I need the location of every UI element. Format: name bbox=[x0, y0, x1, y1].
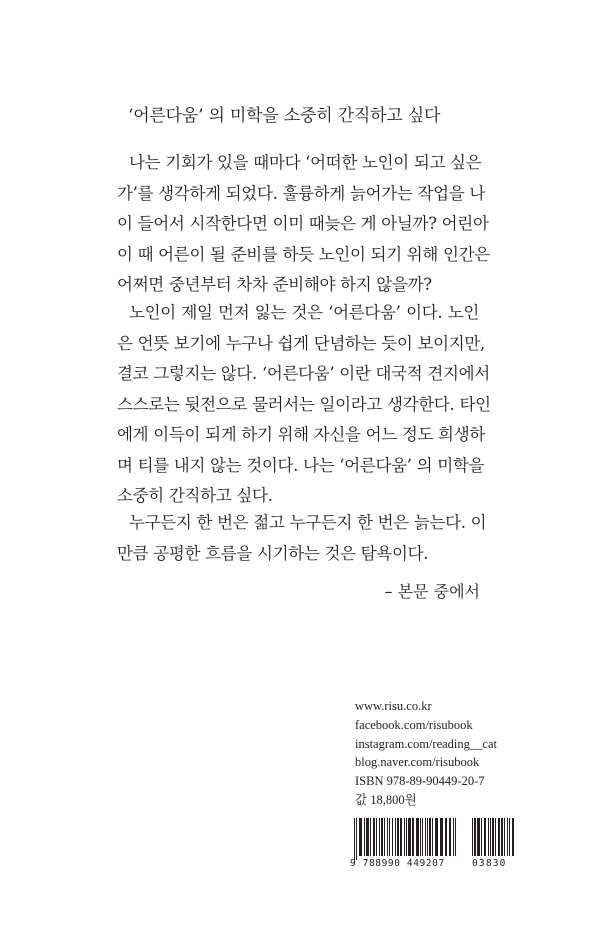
barcode-main-digits: 9 788990 449207 bbox=[350, 858, 445, 869]
barcode-bar bbox=[501, 818, 503, 856]
barcode-addon-digits: 03830 bbox=[472, 858, 507, 869]
barcode-bar bbox=[429, 818, 431, 856]
excerpt-paragraph-1 bbox=[117, 148, 490, 301]
barcode-bar bbox=[427, 818, 428, 856]
barcode-bar bbox=[477, 818, 480, 856]
barcode-bar bbox=[387, 818, 388, 856]
paragraph-line: 어쩌면 중년부터 차차 준비해야 하지 않을까? bbox=[117, 275, 432, 294]
paragraph-line: 나는 기회가 있을 때마다 ‘어떠한 노인이 되고 싶은 bbox=[129, 153, 482, 172]
barcode-bar bbox=[484, 818, 486, 856]
barcode-bar bbox=[449, 818, 451, 856]
barcode-guard-bar bbox=[354, 818, 355, 860]
paragraph-line: 은 언뜻 보기에 누구나 쉽게 단념하는 듯이 보이지만, bbox=[117, 333, 485, 353]
excerpt-paragraph-3 bbox=[117, 508, 487, 569]
barcode-bar bbox=[455, 818, 456, 856]
barcode-bar bbox=[366, 818, 369, 856]
barcode-bar bbox=[376, 818, 377, 856]
instagram-url: instagram.com/reading__cat bbox=[355, 736, 497, 751]
paragraph-line: 이 들어서 시작한다면 이미 때늦은 게 아닐까? 어린아 bbox=[117, 214, 489, 233]
barcode-bar bbox=[381, 818, 383, 856]
barcode-bar bbox=[384, 818, 385, 856]
excerpt-paragraph-2 bbox=[117, 298, 491, 512]
barcode-guard-bar bbox=[356, 818, 357, 860]
barcode-bar bbox=[400, 818, 402, 856]
barcode-bar bbox=[370, 818, 371, 856]
barcode-bar bbox=[406, 818, 407, 856]
barcode-bar bbox=[507, 818, 508, 856]
barcode-bar bbox=[422, 818, 423, 856]
paragraph-line: 에게 이득이 되게 하기 위해 자신을 어느 정도 희생하 bbox=[117, 425, 485, 444]
barcode-bar bbox=[472, 818, 473, 856]
barcode-bar bbox=[412, 818, 414, 856]
barcode-bar bbox=[364, 818, 365, 856]
barcode-bar bbox=[404, 818, 405, 856]
barcode-bar bbox=[504, 818, 505, 856]
website-url: www.risu.co.kr bbox=[355, 699, 432, 713]
barcode-bar bbox=[474, 818, 476, 856]
barcode-bars bbox=[346, 818, 516, 860]
barcode-bar bbox=[416, 818, 419, 856]
isbn: ISBN 978-89-90449-20-7 bbox=[355, 774, 485, 789]
barcode-bar bbox=[408, 818, 411, 856]
barcode-bar bbox=[359, 818, 362, 856]
barcode-bar bbox=[498, 818, 500, 856]
barcode-bar bbox=[495, 818, 496, 856]
paragraph-line: 만큼 공평한 흐름을 시기하는 것은 탐욕이다. bbox=[117, 543, 429, 563]
paragraph-line: 며 티를 내지 않는 것이다. 나는 ‘어른다움’ 의 미학을 bbox=[117, 455, 485, 475]
barcode-bar bbox=[379, 818, 380, 856]
barcode-bar bbox=[373, 818, 375, 856]
barcode-bar bbox=[395, 818, 396, 856]
barcode-bar bbox=[389, 818, 390, 856]
paragraph-line: 스스로는 뒷전으로 물러서는 일이라고 생각한다. 타인 bbox=[117, 394, 491, 414]
excerpt-source: – 본문 중에서 bbox=[384, 582, 480, 601]
barcode-bar bbox=[440, 818, 443, 856]
blog-url: blog.naver.com/risubook bbox=[355, 755, 480, 770]
barcode-bar bbox=[481, 818, 482, 856]
excerpt-title: ‘어른다움’ 의 미학을 소중히 간직하고 싶다 bbox=[128, 106, 441, 126]
barcode-bar bbox=[490, 818, 491, 856]
barcode-bar bbox=[420, 818, 421, 856]
barcode-bar bbox=[509, 818, 510, 856]
price: 값 18,800원 bbox=[355, 792, 417, 807]
paragraph-line: 결코 그렇지는 않다. ‘어른다움’ 이란 대국적 견지에서 bbox=[117, 364, 490, 383]
barcode-bar bbox=[392, 818, 393, 856]
publisher-info bbox=[355, 697, 497, 810]
paragraph-line: 가’를 생각하게 되었다. 훌륭하게 늙어가는 작업을 나 bbox=[117, 183, 485, 203]
paragraph-line: 노인이 제일 먼저 잃는 것은 ‘어른다움’ 이다. 노인 bbox=[129, 303, 479, 322]
barcode-bar bbox=[492, 818, 494, 856]
barcode-bar bbox=[512, 818, 514, 856]
barcode-bar bbox=[432, 818, 433, 856]
paragraph-line: 소중히 간직하고 싶다. bbox=[117, 486, 273, 505]
barcode-bar bbox=[445, 818, 447, 856]
facebook-url: facebook.com/risubook bbox=[355, 717, 473, 732]
barcode-bar bbox=[425, 818, 426, 856]
paragraph-line: 이 때 어른이 될 준비를 하듯 노인이 되기 위해 인간은 bbox=[117, 244, 490, 264]
barcode-bar bbox=[397, 818, 399, 856]
barcode-bar bbox=[488, 818, 489, 856]
barcode-bar bbox=[435, 818, 438, 856]
paragraph-line: 누구든지 한 번은 젊고 누구든지 한 번은 늙는다. 이 bbox=[129, 513, 487, 532]
barcode-bar bbox=[453, 818, 454, 856]
